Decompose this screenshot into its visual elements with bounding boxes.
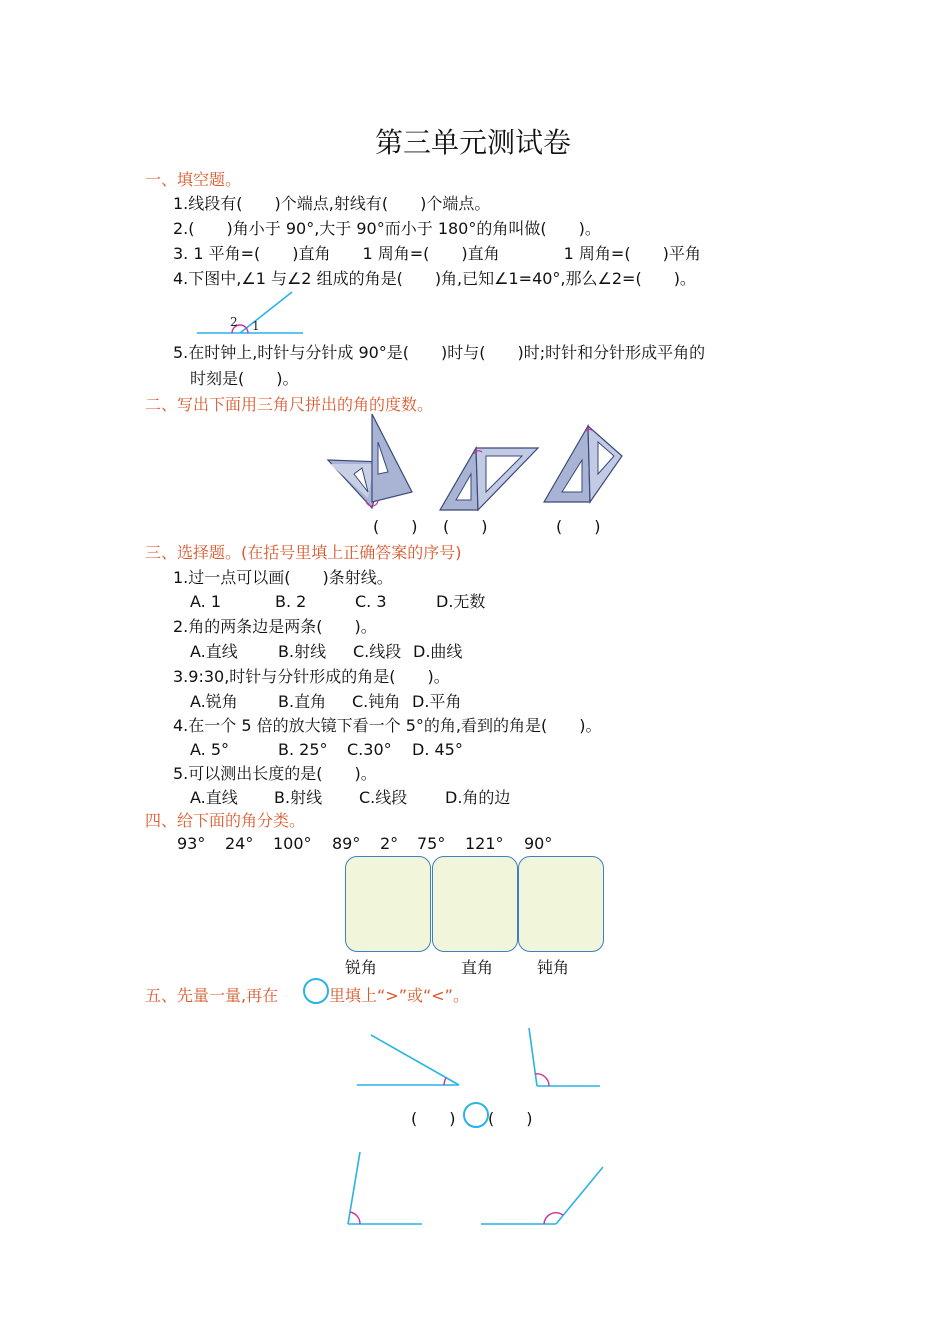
angle-value: 90° [524,834,553,853]
s1-question-5-line2: 时刻是( )。 [190,369,299,388]
s3-q4-option-b[interactable]: B. 25° [278,740,328,759]
section-5-heading-a: 五、先量一量,再在 [145,986,279,1005]
s2-answer-3[interactable]: ( ) [556,517,601,536]
compare-circle[interactable] [463,1102,489,1128]
set-square-figures [326,412,626,517]
category-label-right: 直角 [461,958,494,977]
s3-q5-option-b[interactable]: B.射线 [274,788,323,807]
s3-question-3: 3.9:30,时针与分针形成的角是( )。 [173,667,450,686]
section-3-heading: 三、选择题。(在括号里填上正确答案的序号) [145,543,462,562]
s3-question-5: 5.可以测出长度的是( )。 [173,764,377,783]
page-title: 第三单元测试卷 [375,126,572,159]
angle-value: 93° [177,834,206,853]
s5-blank-left[interactable]: ( ) [411,1109,456,1128]
s3-q5-option-d[interactable]: D.角的边 [445,788,511,807]
s3-q3-option-d[interactable]: D.平角 [412,692,462,711]
s1-question-2: 2.( )角小于 90°,大于 90°而小于 180°的角叫做( )。 [173,219,601,238]
angle-value: 89° [332,834,361,853]
s2-answer-1[interactable]: ( ) [373,517,418,536]
s3-q2-option-c[interactable]: C.线段 [353,642,402,661]
s3-q3-option-a[interactable]: A.锐角 [190,692,238,711]
s1-question-3: 3. 1 平角=( )直角 1 周角=( )直角 1 周角=( )平角 [173,244,701,263]
s3-q4-option-d[interactable]: D. 45° [412,740,463,759]
s1-question-4: 4.下图中,∠1 与∠2 组成的角是( )角,已知∠1=40°,那么∠2=( )。 [173,269,696,288]
category-label-acute: 锐角 [345,958,378,977]
angle-2-label: 2 [230,315,238,329]
set-square-pair-2 [440,448,538,510]
section-5-heading-b: 里填上“>”或“<”。 [329,986,469,1005]
section-1-heading: 一、填空题。 [145,170,242,189]
s5-blank-right[interactable]: ( ) [488,1109,533,1128]
right-angle-box[interactable] [432,856,518,952]
angle-value: 2° [380,834,399,853]
s3-q2-option-d[interactable]: D.曲线 [413,642,463,661]
s3-question-2: 2.角的两条边是两条( )。 [173,617,377,636]
s2-answer-2[interactable]: ( ) [443,517,488,536]
angle-value: 121° [465,834,504,853]
s3-q2-option-b[interactable]: B.射线 [278,642,327,661]
acute-angle-box[interactable] [345,856,431,952]
set-square-pair-1 [328,414,412,508]
s1-question-1: 1.线段有( )个端点,射线有( )个端点。 [173,194,491,213]
s3-q5-option-a[interactable]: A.直线 [190,788,238,807]
angle-value: 100° [273,834,312,853]
s3-q1-option-a[interactable]: A. 1 [190,592,222,611]
set-square-pair-3 [544,426,622,502]
angle-figure-q4 [190,288,310,338]
s3-q1-option-b[interactable]: B. 2 [275,592,307,611]
s3-q1-option-c[interactable]: C. 3 [355,592,387,611]
s3-q4-option-c[interactable]: C.30° [347,740,392,759]
s3-q3-option-b[interactable]: B.直角 [278,692,327,711]
angle-value: 24° [225,834,254,853]
section-4-heading: 四、给下面的角分类。 [145,811,306,830]
section-2-heading: 二、写出下面用三角尺拼出的角的度数。 [145,395,434,414]
angle-1-label: 1 [252,319,260,333]
s1-question-5-line1: 5.在时钟上,时针与分针成 90°是( )时与( )时;时针和分针形成平角的 [173,343,706,362]
s3-q2-option-a[interactable]: A.直线 [190,642,238,661]
s3-question-4: 4.在一个 5 倍的放大镜下看一个 5°的角,看到的角是( )。 [173,716,602,735]
angle-value: 75° [417,834,446,853]
s3-q4-option-a[interactable]: A. 5° [190,740,230,759]
category-label-obtuse: 钝角 [537,958,570,977]
obtuse-angle-box[interactable] [518,856,604,952]
s3-q5-option-c[interactable]: C.线段 [359,788,408,807]
s3-q3-option-c[interactable]: C.钝角 [352,692,401,711]
s3-q1-option-d[interactable]: D.无数 [436,592,486,611]
circle-icon [303,978,329,1004]
s3-question-1: 1.过一点可以画( )条射线。 [173,568,393,587]
